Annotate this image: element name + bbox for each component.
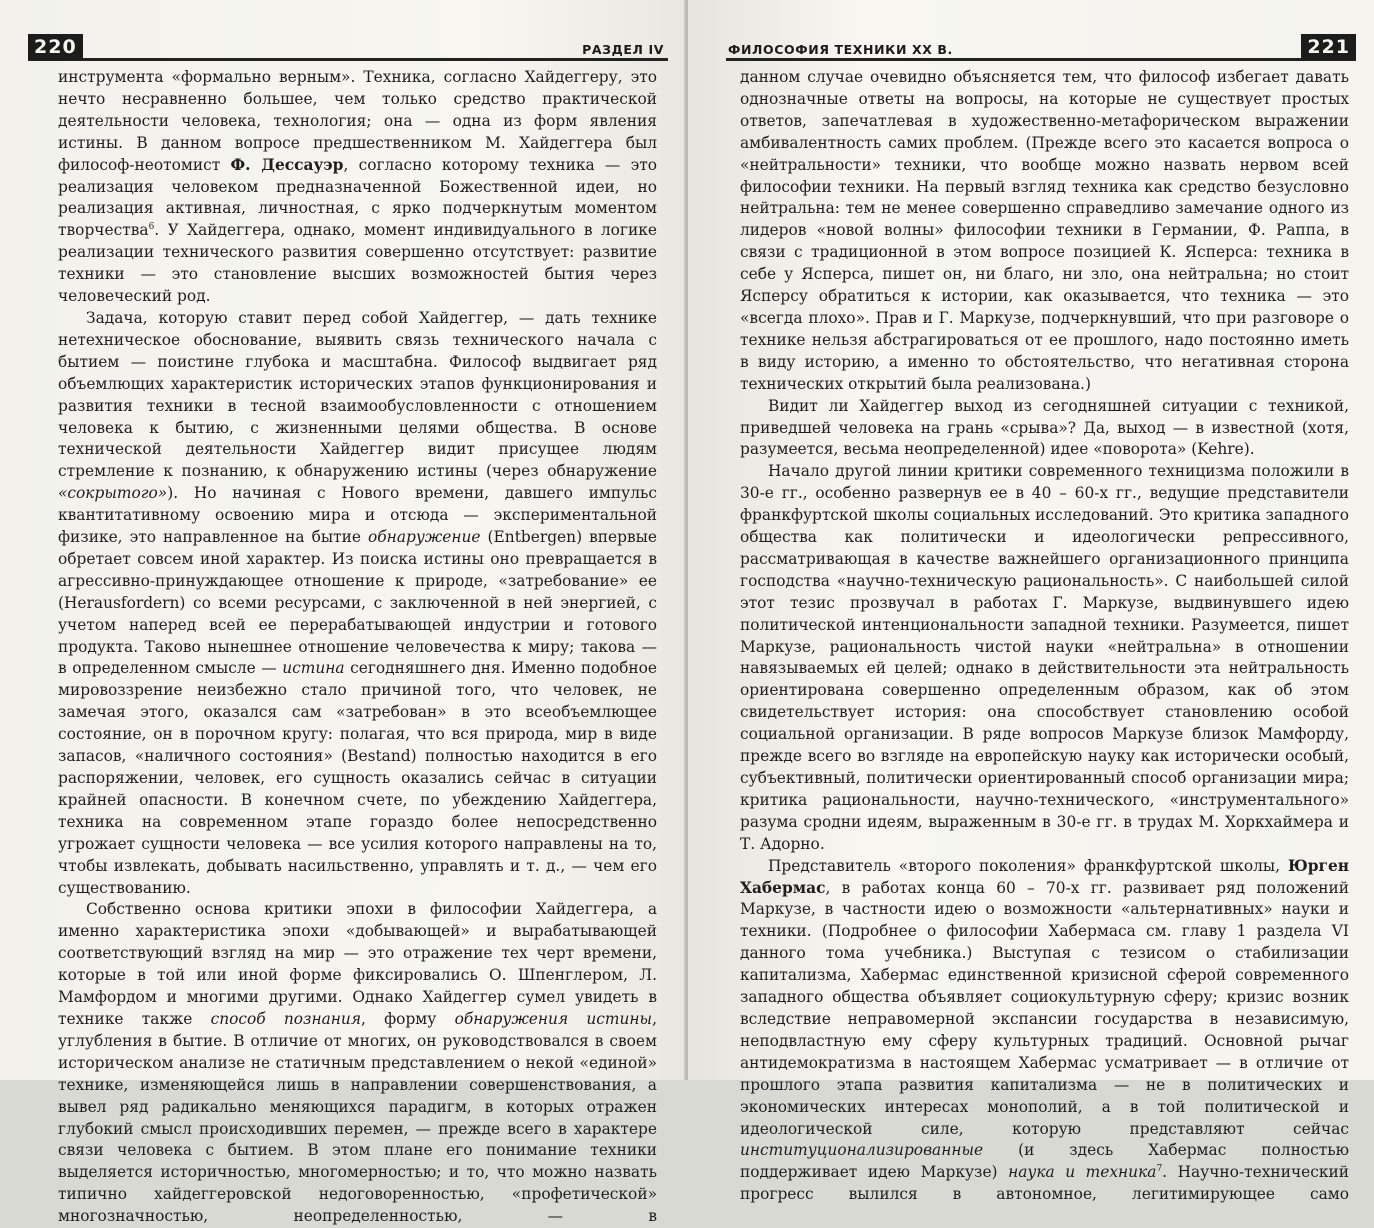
text-run: , углубления в бытие. В отличие от многих, он руководствовался в своем историческом анализе не статичным представлением о некой «единой» технике, изменяющейся лишь в направлении совершенствования, а вывел ряд радикально меняющихся парадигм, в которых отражен глубокий смысл происходивших перемен, — прежде всего в характере связи человека с бытием. В этом плане его понимание техники выделяется историчностью, многомерностью; и то, что можно назвать типично хайдеггеровской недоговоренностью, «профетической» многозначностью, неопределенностью, — в (58, 1009, 658, 1226)
right-page (688, 0, 1374, 1204)
text-run: данном случае очевидно объясняется тем, что философ избегает давать однозначные ответы на вопросы, на которые не существует простых ответов, запечатлевая в художественно-метафорическом выражении амбивалентность самих проблем. (Прежде всего это касается вопроса о «нейтральности» техники, что вообще можно назвать нервом всей философии техники. На первый взгляд техника как средство безусловно нейтральна: тем не менее совершенно справедливо замечание одного из лидеров «новой волны» философии техники в Германии, Ф. Раппа, в связи с традиционной в этом вопросе позицией К. Ясперса: техника в себе у Ясперса, пишет он, ни благо, ни зло, она нейтральна; но стоит Ясперсу обратиться к истории, как оказывается, что техника — это «всегда плохо». Прав и Г. Маркузе, подчеркнувший, что при разговоре о технике нельзя абстрагироваться от ее прошлого, надо постоянно иметь в виду историю, а именно то обстоятельство, что негативная сторона технических открытий была реализована.) (740, 68, 1349, 393)
paragraph (58, 899, 657, 1228)
text-run: Начало другой линии критики современного техницизма положили в 30-е гг., особенно развернув ее в 40 – 60-х гг., ведущие представители франкфуртской школы социальных исследований. Это критика западного общества как политически и идеологически репрессивного, рассматривающая в качестве важнейшего организационного принципа господства «научно-техническую рациональность». С наибольшей силой этот тезис прозвучал в работах Г. Маркузе, выдвинувшего идею политической интенциональности западной техники. Разумеется, пишет Маркузе, рациональность чистой науки «нейтральна» в отношении навязываемых ей целей; однако в действительности эта нейтральность ориентирована совершенно определенным образом, как об этом свидетельствует история: она способствует становлению особой социальной организации. В ряде вопросов Маркузе близок Мамфорду, прежде всего во взгляде на европейскую науку как исторически особый, субъективный, политически ориентированный способ организации мира; критика рациональности, научно-технического, «инструментального» разума сродни идеям, выраженным в 30-е гг. в трудах М. Хоркхаймера и Т. Адорно. (740, 462, 1349, 853)
paragraph (740, 396, 1349, 462)
paragraph (740, 856, 1349, 1207)
text-run: , форму (361, 1009, 455, 1028)
italic-emphasis: способ познания (210, 1009, 362, 1028)
italic-emphasis: наука и техника (1008, 1163, 1157, 1182)
left-page-header (28, 36, 668, 61)
italic-emphasis: истина (282, 659, 345, 678)
text-run: (Entbergen) впервые обретает совсем иной характер. Из поиска истины оно превращается в агрессивно-принуждающее отношение к природе, «затребование» ее (Herausfordern) со всеми ресурсами, с заключенной в ней энергией, с учетом наперед всей ее перерабатывающей индустрии и готового продукта. Таково нынешнее отношение человечества к миру; такова — в определенном смысле — (58, 528, 657, 678)
text-run: , в работах конца 60 – 70-х гг. развивает ряд положений Маркузе, в частности идею о возможности «альтернативных» науки и техники. (Подробнее о философии Хабермаса см. главу 1 раздела VI данного тома учебника.) Выступая с тезисом о стабилизации капитализма, Хабермас единственной кризисной сферой современного западного общества объявляет социокультурную сферу; кризис возник вследствие неправомерной экспансии государства в независимую, неподвластную ему сферу культурных традиций. Основной рычаг антидемократизма в настоящем Хабермас усматривает — в отличие от прошлого этапа развития капитализма — не в политических и экономических интересах монополий, а в той политической и идеологической силе, которую представляют сейчас (740, 878, 1349, 1138)
text-run: инструмента «формально верным». Техника, согласно Хайдеггеру, это нечто несравненно большее, чем только средство практической деятельности человека, технология; она — одна из форм явления истины. В данном вопросе предшественником М. Хайдеггера был философ-неотомист (58, 68, 657, 174)
text-run: , согласно которому техника — это реализация человеком предназначенной Божественной идеи, но реализация активная, личностная, с ярко подчеркнутым моментом творчества (58, 155, 657, 240)
footnote-ref: 7 (1156, 1164, 1163, 1175)
left-page (0, 0, 686, 1226)
paragraph (740, 67, 1349, 396)
bold-name: Юрген Хабермас (740, 856, 1349, 897)
text-run: Собственно основа критики эпохи в философии Хайдеггера, а именно характеристика эпохи «добывающей» и вырабатывающей соответствующий взгляд на мир — это отражение тех черт времени, которые в той или иной форме фиксировались О. Шпенглером, Л. Мамфордом и многими другими. Однако Хайдеггер сумел увидеть в технике также (58, 900, 657, 1028)
italic-emphasis: институционализированные (740, 1141, 984, 1160)
footnote-ref: 6 (148, 222, 155, 233)
text-run: (и здесь Хабермас полностью поддерживает идею Маркузе) (740, 1141, 1349, 1182)
bold-name: Ф. Дессауэр (230, 155, 344, 174)
running-head: ФИЛОСОФИЯ ТЕХНИКИ XX В. (728, 42, 953, 57)
paragraph (58, 67, 657, 308)
text-run: Задача, которую ставит перед собой Хайдеггер, — дать технике нетехническое обоснование, выявить связь технического начала с бытием — поистине глубока и масштабна. Философ выдвигает ряд объемлющих характеристик исторических этапов функционирования и развития техники в тесной взаимообусловленности с отношением человека к бытию, с жизненными целями общества. В основе технической деятельности Хайдеггер видит присущее людям стремление к познанию, к обнаружению истины (через обнаружение (58, 308, 657, 481)
italic-emphasis: обнаружения истины (454, 1009, 653, 1028)
left-page-body (58, 67, 657, 1228)
text-run: ). Но начиная с Нового времени, давшего импульс квантитативному освоению мира и отсюда — экспериментальной физике, это направленное на бытие (58, 484, 657, 547)
text-run: . Научно-технический прогресс вылился в автономное, легитимирующее само (740, 1163, 1349, 1204)
running-head: РАЗДЕЛ IV (582, 42, 664, 57)
text-run: Представитель «второго поколения» франкфуртской школы, (768, 856, 1288, 875)
right-page-header (726, 36, 1356, 61)
page-number: 221 (1301, 34, 1356, 60)
paragraph (58, 308, 657, 899)
paragraph (740, 461, 1349, 855)
page-number: 220 (28, 34, 83, 60)
italic-emphasis: «сокрытого» (58, 484, 168, 503)
text-run: сегодняшнего дня. Именно подобное мировоззрение неизбежно стало причиной того, что человек, не замечая этого, оказался сам «затребован» в это всеобъемлющее состояние, он в порочном кругу: полагая, что вся природа, мир в виде запасов, «наличного состояния» (Bestand) полностью находится в его распоряжении, человек, его сущность оказались сейчас в ситуации крайней опасности. В конечном счете, по убеждению Хайдеггера, техника на современном этапе гораздо более непосредственно угрожает сущности человека — все усилия которого направлены на то, чтобы извлекать, добывать насильственно, управлять и т. д., — чем его существованию. (58, 659, 657, 897)
right-page-body (740, 67, 1349, 1206)
italic-emphasis: обнаружение (368, 528, 481, 547)
text-run: Видит ли Хайдеггер выход из сегодняшней ситуации с техникой, приведшей человека на грань «срыва»? Да, выход — в известной (хотя, разумеется, весьма неопределенной) идее «поворота» (Kehre). (740, 396, 1349, 459)
text-run: . У Хайдеггера, однако, момент индивидуального в логике реализации технического развития совершенно отсутствует: развитие техники — это становление высших возможностей бытия через человеческий род. (58, 221, 657, 306)
